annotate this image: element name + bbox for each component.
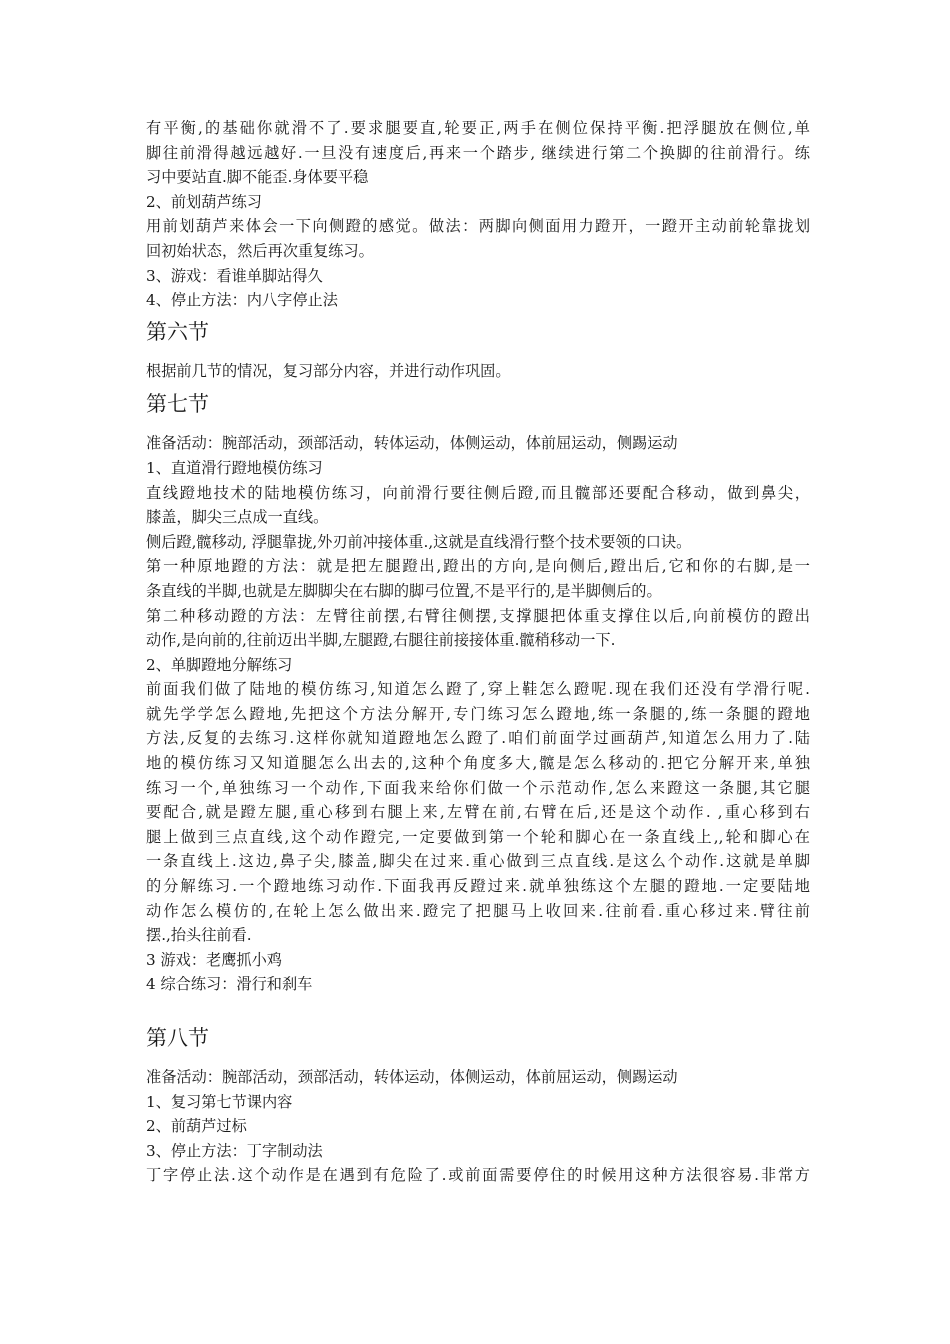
paragraph: 丁字停止法.这个动作是在遇到有危险了.或前面需要停住的时候用这种方法很容易.非常方 bbox=[146, 1166, 810, 1185]
list-item: 4 综合练习：滑行和刹车 bbox=[146, 975, 313, 994]
list-item: 2、前划葫芦练习 bbox=[146, 192, 262, 211]
text-line: 摆.,抬头往前看. bbox=[146, 926, 252, 945]
list-item: 2、单脚蹬地分解练习 bbox=[146, 655, 293, 674]
section-heading: 第八节 bbox=[146, 1026, 209, 1050]
text-line: 一条直线上.这边,鼻子尖,膝盖,脚尖在过来.重心做到三点直线.是这么个动作.这就是单脚 bbox=[146, 852, 810, 871]
text-line: 直线蹬地技术的陆地模仿练习，向前滑行要往侧后蹬,而且髋部还要配合移动，做到鼻尖， bbox=[146, 483, 810, 502]
text-line: 练习一个,单独练习一个动作,下面我来给你们做一个示范动作,怎么来蹬这一条腿,其它腿 bbox=[146, 778, 810, 797]
warmup-text: 准备活动：腕部活动，颈部活动，转体运动，体侧运动，体前屈运动，侧踢运动 bbox=[146, 1068, 678, 1086]
text-line: 就先学学怎么蹬地,先把这个方法分解开,专门练习怎么蹬地,练一条腿的,练一条腿的蹬地 bbox=[146, 704, 810, 723]
text-line: 习中要站直.脚不能歪.身体要平稳 bbox=[146, 168, 369, 187]
paragraph: 侧后蹬,髋移动, 浮腿靠拢,外刃前冲接体重.,这就是直线滑行整个技术要领的口诀。 bbox=[146, 532, 692, 551]
paragraph bbox=[146, 481, 810, 530]
text-line: 第二种移动蹬的方法：左臂往前摆,右臂往侧摆,支撑腿把体重支撑住以后,向前模仿的蹬出 bbox=[146, 606, 810, 625]
list-item: 1、直道滑行蹬地模仿练习 bbox=[146, 458, 323, 477]
intro-paragraph bbox=[146, 116, 810, 190]
paragraph bbox=[146, 604, 810, 653]
warmup-text: 准备活动：腕部活动，颈部活动，转体运动，体侧运动，体前屈运动，侧踢运动 bbox=[146, 434, 678, 453]
section-heading: 第六节 bbox=[146, 319, 209, 344]
list-item-description bbox=[146, 214, 810, 263]
list-item: 3、游戏：看谁单脚站得久 bbox=[146, 266, 323, 285]
text-line: 膝盖，脚尖三点成一直线。 bbox=[146, 508, 329, 527]
list-item: 3 游戏：老鹰抓小鸡 bbox=[146, 950, 282, 969]
document-page bbox=[146, 116, 810, 1188]
list-item: 1、复习第七节课内容 bbox=[146, 1092, 293, 1111]
text-line: 有平衡,的基础你就滑不了.要求腿要直,轮要正,两手在侧位保持平衡.把浮腿放在侧位,单 bbox=[146, 119, 810, 137]
text-line: 回初始状态，然后再次重复练习。 bbox=[146, 241, 374, 260]
text-line: 前面我们做了陆地的模仿练习,知道怎么蹬了,穿上鞋怎么蹬呢.现在我们还没有学滑行呢. bbox=[146, 680, 810, 699]
text-line: 脚往前滑得越远越好.一旦没有速度后,再来一个踏步, 继续进行第二个换脚的往前滑行。练 bbox=[146, 143, 810, 162]
text-line: 动作怎么模仿的,在轮上怎么做出来.蹬完了把腿马上收回来.往前看.重心移过来.臂往前 bbox=[146, 901, 810, 920]
text-line: 第一种原地蹬的方法：就是把左腿蹬出,蹬出的方向,是向侧后,蹬出后,它和你的右脚,是一 bbox=[146, 557, 810, 576]
text-line: 腿上做到三点直线,这个动作蹬完,一定要做到第一个轮和脚心在一条直线上,,轮和脚心在 bbox=[146, 827, 810, 846]
text-line: 的分解练习.一个蹬地练习动作.下面我再反蹬过来.就单独练这个左腿的蹬地.一定要陆地 bbox=[146, 877, 810, 896]
section-text: 根据前几节的情况，复习部分内容，并进行动作巩固。 bbox=[146, 361, 511, 380]
list-item: 3、停止方法：丁字制动法 bbox=[146, 1141, 323, 1160]
text-line: 地的模仿练习又知道腿怎么出去的,这种个角度多大,髋是怎么移动的.把它分解开来,单独 bbox=[146, 754, 810, 773]
list-item: 2、前葫芦过标 bbox=[146, 1117, 247, 1136]
section-heading: 第七节 bbox=[146, 392, 209, 417]
paragraph bbox=[146, 677, 810, 948]
text-line: 方法,反复的去练习.这样你就知道蹬地怎么蹬了.咱们前面学过画葫芦,知道怎么用力了.陆 bbox=[146, 729, 810, 748]
text-line: 条直线的半脚,也就是左脚脚尖在右脚的脚弓位置,不是平行的,是半脚侧后的。 bbox=[146, 581, 662, 600]
text-line: 动作,是向前的,往前迈出半脚,左腿蹬,右腿往前接接体重.髋稍移动一下. bbox=[146, 631, 616, 650]
list-item: 4、停止方法：内八字停止法 bbox=[146, 291, 338, 310]
paragraph bbox=[146, 554, 810, 603]
text-line: 要配合,就是蹬左腿,重心移到右腿上来,左臂在前,右臂在后,还是这个动作. ,重心移到右 bbox=[146, 803, 810, 822]
text-line: 用前划葫芦来体会一下向侧蹬的感觉。做法：两脚向侧面用力蹬开，一蹬开主动前轮靠拢划 bbox=[146, 217, 810, 236]
